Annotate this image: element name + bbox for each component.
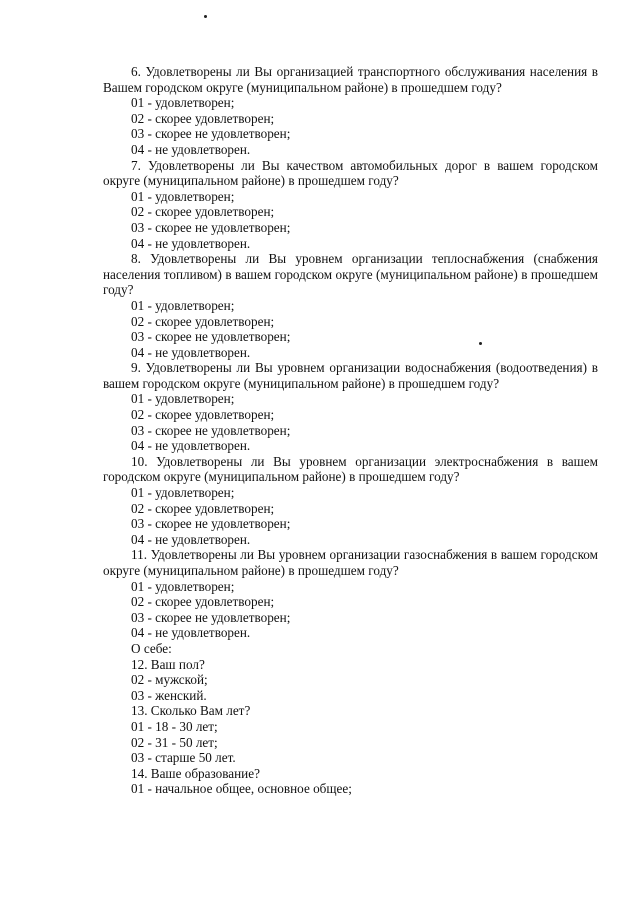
question-text: 7. Удовлетворены ли Вы качеством автомобильных дорог в вашем городском округе (муниципальном районе) в прошедшем году? [103, 157, 598, 189]
answer-option: 04 - не удовлетворен. [131, 344, 251, 360]
document-body [103, 64, 598, 797]
question-text: 11. Удовлетворены ли Вы уровнем организации газоснабжения в вашем городском округе (муниципальном районе) в прошедшем году? [103, 547, 598, 578]
answer-option: 04 - не удовлетворен. [131, 625, 251, 641]
answer-option: 04 - не удовлетворен. [131, 438, 251, 454]
answer-option: 01 - удовлетворен; [131, 297, 235, 313]
answer-option: 02 - скорее удовлетворен; [131, 204, 275, 220]
answer-option: 03 - скорее не удовлетворен; [131, 422, 291, 438]
answer-option: 01 - удовлетворен; [131, 578, 235, 594]
answer-option: 01 - удовлетворен; [131, 95, 235, 111]
answer-option: 03 - старше 50 лет. [131, 750, 236, 766]
answer-option: 02 - скорее удовлетворен; [131, 594, 275, 610]
question-text: 6. Удовлетворены ли Вы организацией транспортного обслуживания населения в Вашем городском округе (муниципальном районе) в прошедшем году? [103, 64, 598, 95]
section-heading: 14. Ваше образование? [131, 765, 260, 781]
section-heading: 12. Ваш пол? [131, 656, 205, 672]
answer-option: 02 - скорее удовлетворен; [131, 313, 275, 329]
question-text: 8. Удовлетворены ли Вы уровнем организации теплоснабжения (снабжения населения топливом) в вашем городском округе (муниципальном районе) в прошедшем году? [103, 251, 598, 298]
answer-option: 02 - скорее удовлетворен; [131, 110, 275, 126]
answer-option: 01 - удовлетворен; [131, 485, 235, 501]
answer-option: 04 - не удовлетворен. [131, 141, 251, 157]
answer-option: 01 - удовлетворен; [131, 391, 235, 407]
answer-option: 03 - скорее не удовлетворен; [131, 516, 291, 532]
answer-option: 02 - скорее удовлетворен; [131, 500, 275, 516]
answer-option: 01 - удовлетворен; [131, 188, 235, 204]
question-text: 10. Удовлетворены ли Вы уровнем организации электроснабжения в вашем городском округе (муниципальном районе) в прошедшем году? [103, 453, 598, 485]
answer-option: 02 - 31 - 50 лет; [131, 734, 218, 750]
answer-option: 03 - скорее не удовлетворен; [131, 329, 291, 345]
answer-option: 03 - женский. [131, 687, 207, 703]
answer-option: 03 - скорее не удовлетворен; [131, 609, 291, 625]
question-text: 9. Удовлетворены ли Вы уровнем организации водоснабжения (водоотведения) в вашем городском округе (муниципальном районе) в прошедшем году? [103, 360, 598, 391]
answer-option: 03 - скорее не удовлетворен; [131, 219, 291, 235]
answer-option: 03 - скорее не удовлетворен; [131, 126, 291, 142]
answer-option: 01 - начальное общее, основное общее; [131, 781, 352, 797]
scan-speck-top [204, 15, 207, 18]
answer-option: 04 - не удовлетворен. [131, 235, 251, 251]
section-heading: 13. Сколько Вам лет? [131, 703, 251, 719]
answer-option: 01 - 18 - 30 лет; [131, 718, 218, 734]
answer-option: 04 - не удовлетворен. [131, 531, 251, 547]
answer-option: 02 - мужской; [131, 672, 208, 688]
section-heading: О себе: [131, 640, 172, 656]
answer-option: 02 - скорее удовлетворен; [131, 407, 275, 423]
